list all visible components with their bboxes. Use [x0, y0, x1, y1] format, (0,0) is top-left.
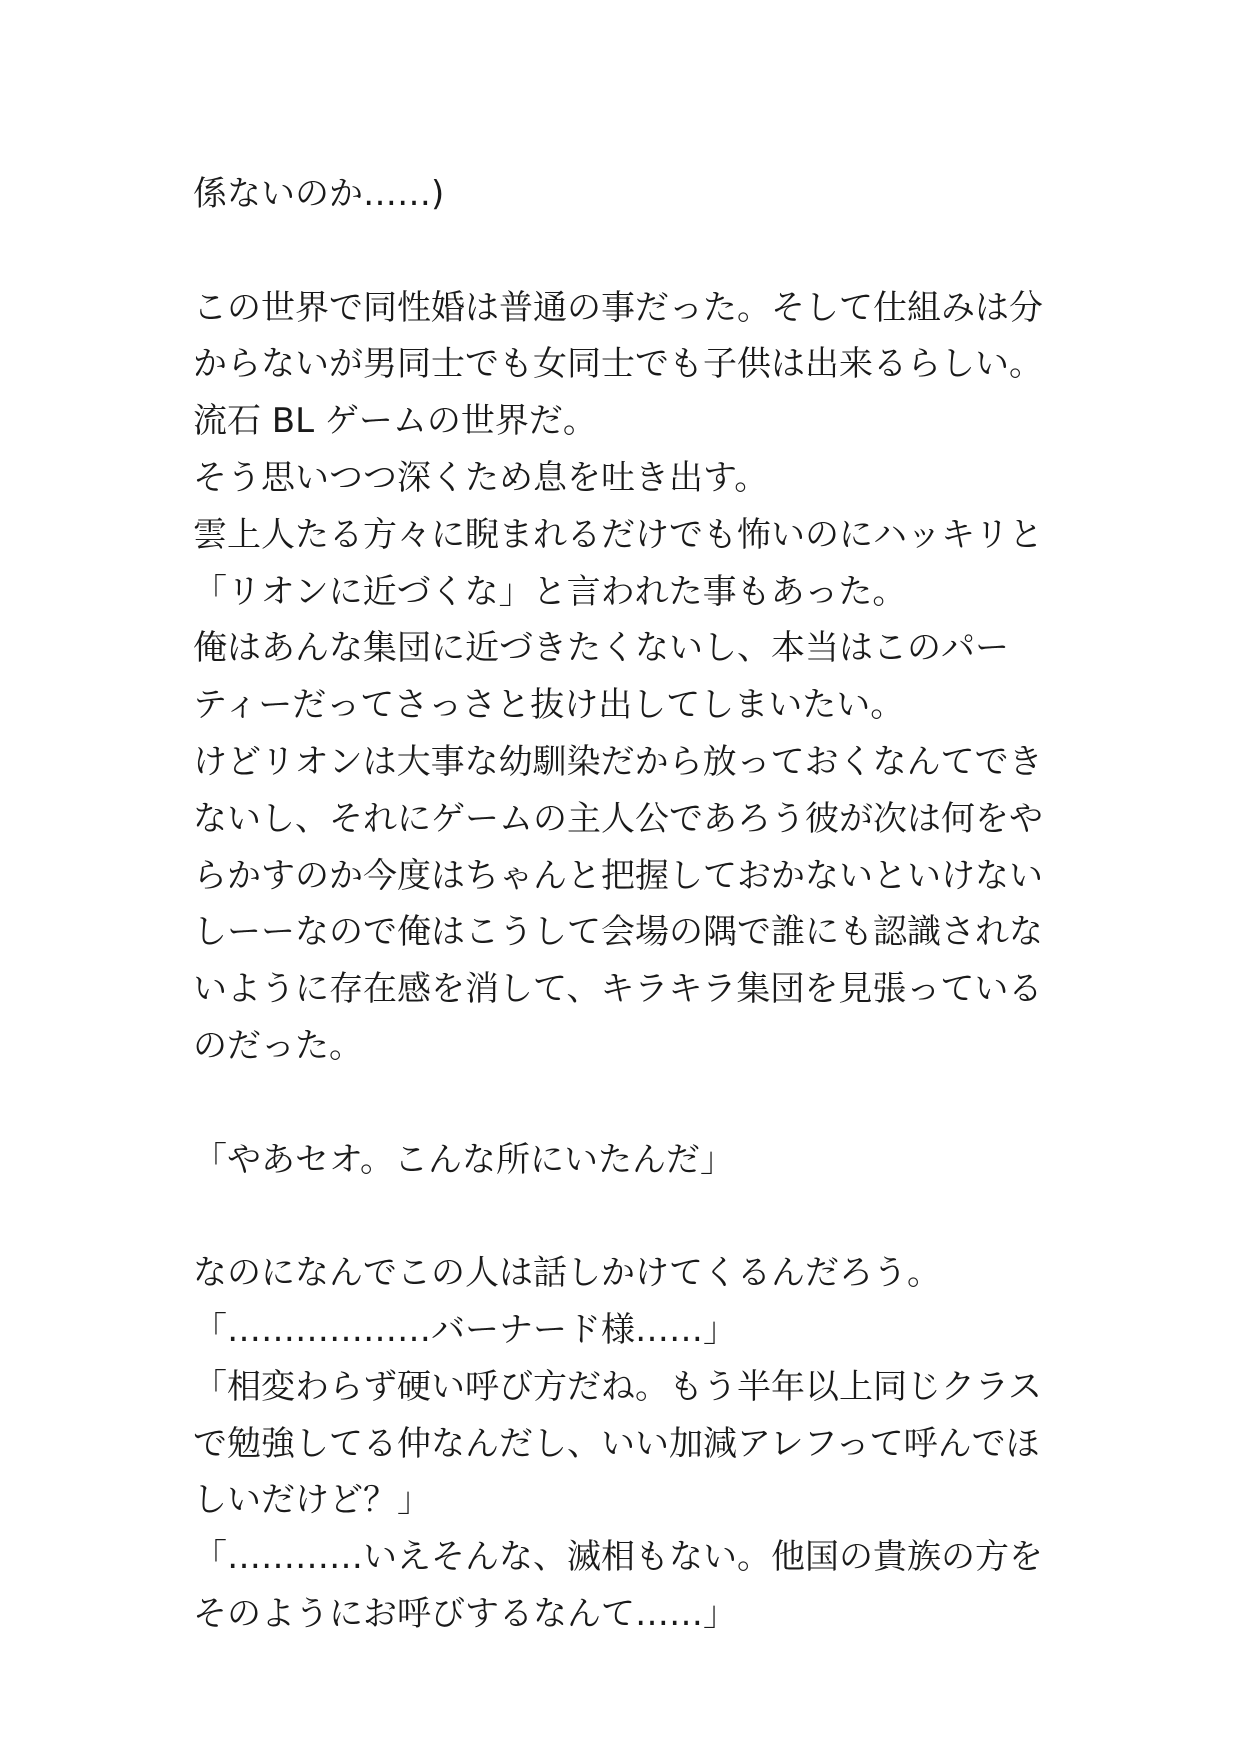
- body-text: [193, 166, 1073, 1643]
- text-line: のだった。: [193, 1025, 363, 1066]
- text-line: しーーなので俺はこうして会場の隅で誰にも認識されな: [193, 912, 1043, 953]
- text-line: 雲上人たる方々に睨まれるだけでも怖いのにハッキリと: [193, 514, 1043, 555]
- text-line: そのようにお呼びするなんて……」: [193, 1593, 737, 1634]
- text-line: そう思いつつ深くため息を吐き出す。: [193, 457, 769, 498]
- text-line: 流石 BL ゲームの世界だ。: [193, 401, 597, 442]
- text-line: なのになんでこの人は話しかけてくるんだろう。: [193, 1253, 941, 1294]
- text-line: で勉強してる仲なんだし、いい加減アレフって呼んでほ: [193, 1423, 1040, 1464]
- text-line: 「リオンに近づくな」と言われた事もあった。: [193, 571, 907, 612]
- text-line: 「相変わらず硬い呼び方だね。もう半年以上同じクラス: [193, 1366, 1042, 1407]
- text-line: 「やあセオ。こんな所にいたんだ」: [193, 1139, 734, 1180]
- text-line: けどリオンは大事な幼馴染だから放っておくなんてでき: [193, 741, 1043, 782]
- text-line: 「………………バーナード様……」: [193, 1309, 737, 1350]
- text-line: 俺はあんな集団に近づきたくないし、本当はこのパー: [193, 628, 1009, 669]
- text-line: 係ないのか……): [193, 174, 445, 214]
- text-line: からないが男同士でも女同士でも子供は出来るらしい。: [193, 344, 1043, 385]
- blank-line: [193, 1188, 1073, 1245]
- text-line: いように存在感を消して、キラキラ集団を見張っている: [193, 969, 1043, 1010]
- text-line: ないし、それにゲームの主人公であろう彼が次は何をや: [193, 798, 1043, 839]
- blank-line: [193, 1075, 1073, 1132]
- text-line: 「…………いえそんな、滅相もない。他国の貴族の方を: [193, 1537, 1043, 1578]
- text-line: しいだけど？」: [193, 1480, 431, 1521]
- text-line: らかすのか今度はちゃんと把握しておかないといけない: [193, 855, 1043, 896]
- blank-line: [193, 223, 1073, 280]
- text-line: この世界で同性婚は普通の事だった。そして仕組みは分: [193, 287, 1043, 328]
- text-line: ティーだってさっさと抜け出してしまいたい。: [193, 685, 905, 726]
